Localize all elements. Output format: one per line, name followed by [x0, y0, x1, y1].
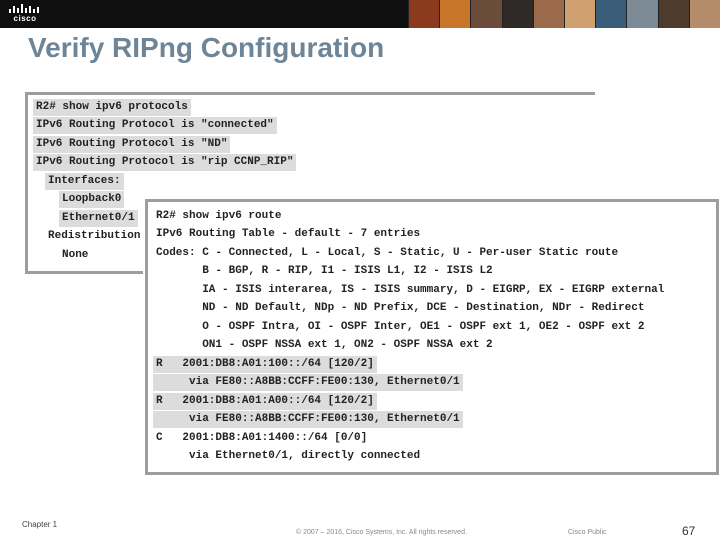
terminal-line: None: [62, 249, 89, 261]
header-photo: [564, 0, 595, 28]
terminal-line: IPv6 Routing Protocol is "connected": [33, 117, 277, 134]
terminal-line: Ethernet0/1: [59, 210, 138, 227]
terminal-line: R 2001:DB8:A01:100::/64 [120/2]: [153, 356, 377, 373]
header-photo: [595, 0, 626, 28]
terminal-show-ipv6-route: [145, 199, 719, 475]
terminal-line: IPv6 Routing Protocol is "rip CCNP_RIP": [33, 154, 296, 171]
page-number: 67: [682, 524, 696, 538]
terminal-line: IPv6 Routing Table - default - 7 entries: [156, 228, 421, 240]
terminal-line: via FE80::A8BB:CCFF:FE00:130, Ethernet0/1: [153, 374, 463, 391]
classification-label: Cisco Public: [568, 529, 607, 536]
header-photo: [658, 0, 689, 28]
logo-text: cisco: [13, 14, 37, 23]
terminal-line: via Ethernet0/1, directly connected: [156, 450, 421, 462]
terminal-line: R2# show ipv6 protocols: [33, 99, 191, 116]
copyright-text: © 2007 – 2016, Cisco Systems, Inc. All rights reserved.: [296, 529, 467, 536]
header-photo: [626, 0, 657, 28]
terminal-line: IPv6 Routing Protocol is "ND": [33, 136, 230, 153]
terminal-line: O - OSPF Intra, OI - OSPF Inter, OE1 - OSPF ext 1, OE2 - OSPF ext 2: [156, 321, 645, 333]
terminal-line: C 2001:DB8:A01:1400::/64 [0/0]: [156, 432, 368, 444]
terminal-line: ON1 - OSPF NSSA ext 1, ON2 - OSPF NSSA ext 2: [156, 339, 493, 351]
terminal-line: ND - ND Default, NDp - ND Prefix, DCE - Destination, NDr - Redirect: [156, 302, 645, 314]
slide-title: Verify RIPng Configuration: [28, 32, 385, 63]
header-photo-strip: [408, 0, 720, 28]
terminal-line: R2# show ipv6 route: [156, 210, 282, 222]
terminal-line: B - BGP, R - RIP, I1 - ISIS L1, I2 - ISIS L2: [156, 265, 493, 277]
terminal-line: via FE80::A8BB:CCFF:FE00:130, Ethernet0/1: [153, 411, 463, 428]
header-photo: [533, 0, 564, 28]
terminal-line: R 2001:DB8:A01:A00::/64 [120/2]: [153, 393, 377, 410]
terminal-line: Loopback0: [59, 191, 124, 208]
header-bar: [0, 0, 720, 28]
header-photo: [689, 0, 720, 28]
cisco-bars-icon: [8, 4, 42, 14]
cisco-logo: [8, 4, 48, 24]
header-photo: [470, 0, 501, 28]
terminal-line: Redistribution: [48, 230, 141, 242]
header-photo: [502, 0, 533, 28]
header-photo: [408, 0, 439, 28]
chapter-label: Chapter 1: [22, 520, 58, 529]
terminal-line: Interfaces:: [45, 173, 124, 190]
terminal-line: Codes: C - Connected, L - Local, S - Static, U - Per-user Static route: [156, 247, 619, 259]
terminal-line: IA - ISIS interarea, IS - ISIS summary, D - EIGRP, EX - EIGRP external: [156, 284, 665, 296]
header-photo: [439, 0, 470, 28]
